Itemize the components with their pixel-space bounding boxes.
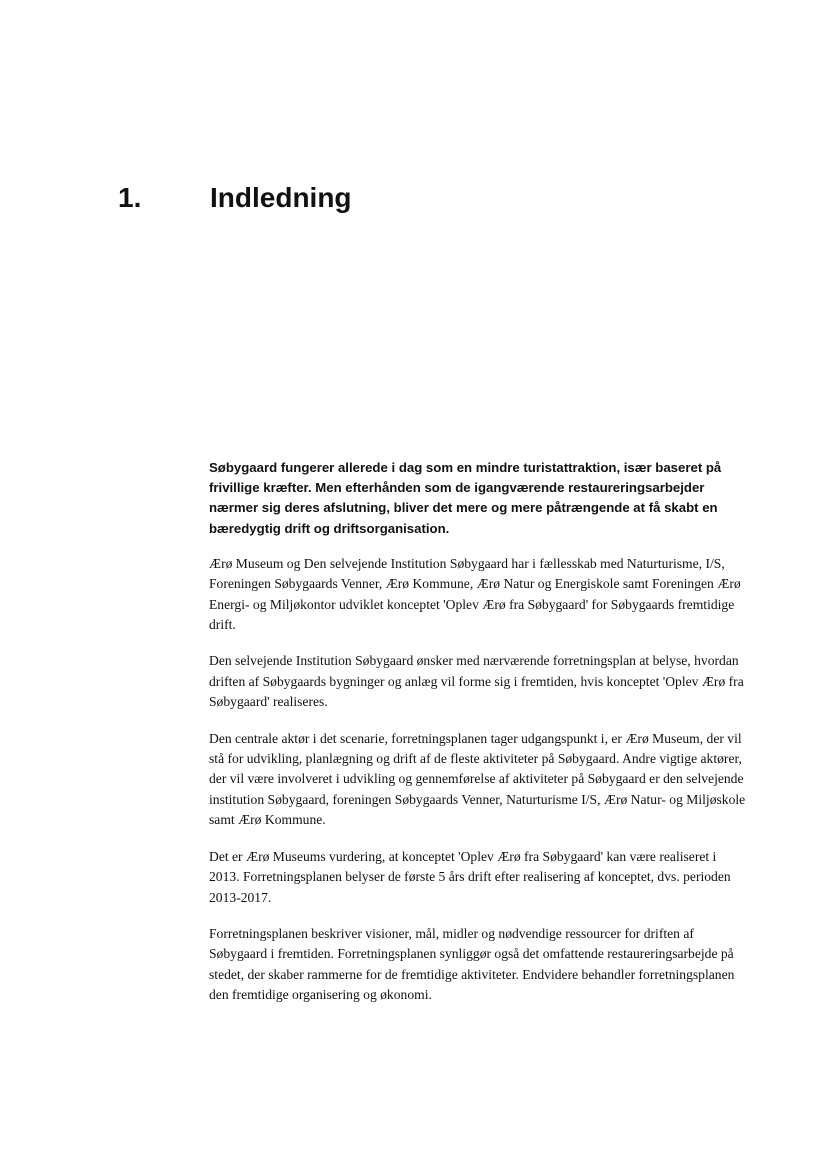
chapter-body bbox=[209, 458, 749, 1022]
chapter-number: 1. bbox=[118, 182, 142, 213]
body-paragraph: Ærø Museum og Den selvejende Institution Søbygaard har i fællesskab med Naturturisme, I/S, Foreningen Søbygaards Venner, Ærø Kommune, Ærø Natur og Energiskole samt Foreningen Ærø Energi- og Miljøkontor udviklet konceptet 'Oplev Ærø fra Søbygaard' for Søbygaards fremtidige drift. bbox=[209, 555, 741, 633]
body-paragraph: Den centrale aktør i det scenarie, forretningsplanen tager udgangspunkt i, er Ærø Museum, der vil stå for udvikling, planlægning og drift af de fleste aktiviteter på Søbygaard. Andre vigtige aktører, der vil være involveret i udvikling og gennemførelse af aktiviteter på Søbygaard er den selvejende institution Søbygaard, foreningen Søbygaards Venner, Naturturisme I/S, Ærø Natur- og Miljøskole samt Ærø Kommune. bbox=[209, 730, 746, 828]
body-paragraph: Den selvejende Institution Søbygaard ønsker med nærværende forretningsplan at belyse, hvordan driften af Søbygaards bygninger og anlæg vil forme sig i fremtiden, hvis konceptet 'Oplev Ærø fra Søbygaard' realiseres. bbox=[209, 653, 744, 710]
body-paragraph: Forretningsplanen beskriver visioner, mål, midler og nødvendige ressourcer for driften af Søbygaard i fremtiden. Forretningsplanen synliggør også det omfattende restaureringsarbejde på stedet, der skaber rammerne for de fremtidige aktiviteter. Endvidere behandler forretningsplanen den fremtidige organisering og økonomi. bbox=[209, 925, 735, 1003]
body-paragraph: Det er Ærø Museums vurdering, at konceptet 'Oplev Ærø fra Søbygaard' kan være realiseret i 2013. Forretningsplanen belyser de første 5 års drift efter realisering af konceptet, dvs. perioden 2013-2017. bbox=[209, 848, 731, 905]
lead-paragraph: Søbygaard fungerer allerede i dag som en mindre turistattraktion, især baseret på frivillige kræfter. Men efterhånden som de igangværende restaureringsarbejder nærmer sig deres afslutning, bliver det mere og mere påtrængende at få skabt en bæredygtig drift og driftsorganisation. bbox=[209, 460, 722, 536]
chapter-title: Indledning bbox=[210, 182, 352, 213]
